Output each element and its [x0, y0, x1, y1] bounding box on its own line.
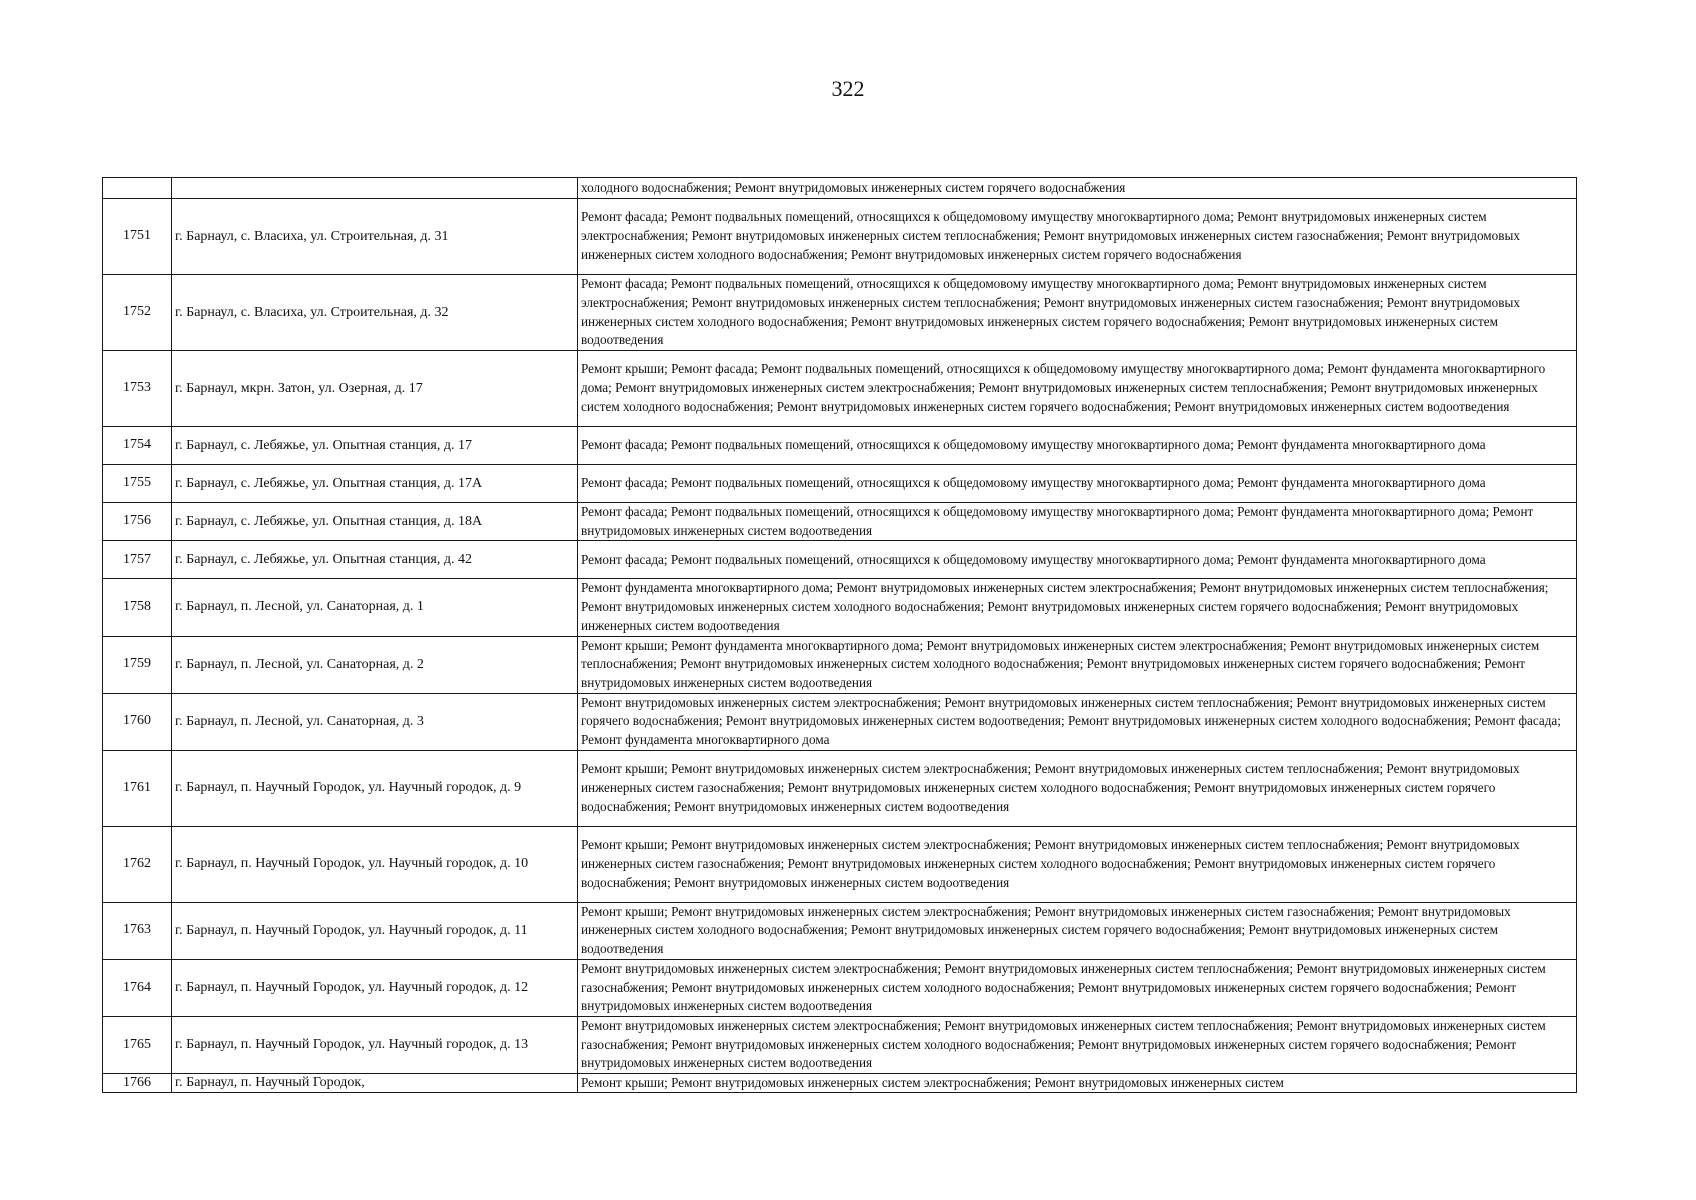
works-cell: Ремонт крыши; Ремонт внутридомовых инженерных систем электроснабжения; Ремонт внутридомовых инженерных систем газоснабжения; Ремонт внутридомовых инженерных систем холодного водоснабжения; Ремонт внутридомовых инженерных систем горячего водоснабжения; Ремонт внутридомовых инженерных систем водоотведения: [578, 902, 1577, 959]
address-cell: г. Барнаул, с. Власиха, ул. Строительная, д. 32: [172, 275, 578, 351]
address-cell: г. Барнаул, п. Научный Городок,: [172, 1074, 578, 1093]
address-cell: г. Барнаул, с. Власиха, ул. Строительная, д. 31: [172, 199, 578, 275]
table-row: [103, 427, 1577, 465]
page-number: 322: [831, 76, 865, 101]
continuation-row: [103, 178, 1577, 199]
address-cell: г. Барнаул, п. Лесной, ул. Санаторная, д. 1: [172, 579, 578, 636]
table-row: [103, 541, 1577, 579]
address-cell: г. Барнаул, п. Научный Городок, ул. Научный городок, д. 12: [172, 959, 578, 1016]
works-cell: Ремонт фасада; Ремонт подвальных помещений, относящихся к общедомовому имуществу многоквартирного дома; Ремонт фундамента многоквартирного дома: [578, 541, 1577, 579]
works-cell: Ремонт крыши; Ремонт внутридомовых инженерных систем электроснабжения; Ремонт внутридомовых инженерных систем: [578, 1074, 1577, 1093]
row-number-cell: 1756: [103, 503, 172, 541]
address-cell: г. Барнаул, п. Лесной, ул. Санаторная, д. 3: [172, 693, 578, 750]
table-row: [103, 636, 1577, 693]
row-number-cell: 1751: [103, 199, 172, 275]
address-cell: г. Барнаул, с. Лебяжье, ул. Опытная станция, д. 17А: [172, 465, 578, 503]
works-cell: холодного водоснабжения; Ремонт внутридомовых инженерных систем горячего водоснабжения: [578, 178, 1577, 199]
row-number-cell: 1761: [103, 750, 172, 826]
address-cell: [172, 178, 578, 199]
table-row: [103, 826, 1577, 902]
works-cell: Ремонт внутридомовых инженерных систем электроснабжения; Ремонт внутридомовых инженерных систем теплоснабжения; Ремонт внутридомовых инженерных систем горячего водоснабжения; Ремонт внутридомовых инженерных систем водоотведения; Ремонт внутридомовых инженерных систем холодного водоснабжения; Ремонт фасада; Ремонт фундамента многоквартирного дома: [578, 693, 1577, 750]
address-cell: г. Барнаул, п. Научный Городок, ул. Научный городок, д. 13: [172, 1016, 578, 1073]
table-row-partial: [103, 1074, 1577, 1093]
row-number-cell: 1762: [103, 826, 172, 902]
works-cell: Ремонт крыши; Ремонт внутридомовых инженерных систем электроснабжения; Ремонт внутридомовых инженерных систем теплоснабжения; Ремонт внутридомовых инженерных систем газоснабжения; Ремонт внутридомовых инженерных систем холодного водоснабжения; Ремонт внутридомовых инженерных систем горячего водоснабжения; Ремонт внутридомовых инженерных систем водоотведения: [578, 750, 1577, 826]
table-row: [103, 902, 1577, 959]
row-number-cell: [103, 178, 172, 199]
table-body: [103, 178, 1577, 1093]
row-number-cell: 1765: [103, 1016, 172, 1073]
row-number-cell: 1766: [103, 1074, 172, 1093]
works-cell: Ремонт фасада; Ремонт подвальных помещений, относящихся к общедомовому имуществу многоквартирного дома; Ремонт фундамента многоквартирного дома: [578, 427, 1577, 465]
address-cell: г. Барнаул, п. Лесной, ул. Санаторная, д. 2: [172, 636, 578, 693]
row-number-cell: 1754: [103, 427, 172, 465]
row-number-cell: 1757: [103, 541, 172, 579]
table-row: [103, 1016, 1577, 1073]
row-number-cell: 1760: [103, 693, 172, 750]
address-cell: г. Барнаул, мкрн. Затон, ул. Озерная, д. 17: [172, 351, 578, 427]
table-row: [103, 199, 1577, 275]
table-row: [103, 503, 1577, 541]
table-row: [103, 959, 1577, 1016]
address-cell: г. Барнаул, с. Лебяжье, ул. Опытная станция, д. 18А: [172, 503, 578, 541]
row-number-cell: 1759: [103, 636, 172, 693]
table-row: [103, 275, 1577, 351]
row-number-cell: 1764: [103, 959, 172, 1016]
row-number-cell: 1755: [103, 465, 172, 503]
address-cell: г. Барнаул, п. Научный Городок, ул. Научный городок, д. 11: [172, 902, 578, 959]
row-number-cell: 1763: [103, 902, 172, 959]
works-cell: Ремонт крыши; Ремонт фундамента многоквартирного дома; Ремонт внутридомовых инженерных систем электроснабжения; Ремонт внутридомовых инженерных систем теплоснабжения; Ремонт внутридомовых инженерных систем холодного водоснабжения; Ремонт внутридомовых инженерных систем горячего водоснабжения; Ремонт внутридомовых инженерных систем водоотведения: [578, 636, 1577, 693]
address-cell: г. Барнаул, с. Лебяжье, ул. Опытная станция, д. 17: [172, 427, 578, 465]
table-row: [103, 750, 1577, 826]
works-cell: Ремонт крыши; Ремонт внутридомовых инженерных систем электроснабжения; Ремонт внутридомовых инженерных систем теплоснабжения; Ремонт внутридомовых инженерных систем газоснабжения; Ремонт внутридомовых инженерных систем холодного водоснабжения; Ремонт внутридомовых инженерных систем горячего водоснабжения; Ремонт внутридомовых инженерных систем водоотведения: [578, 826, 1577, 902]
works-cell: Ремонт фасада; Ремонт подвальных помещений, относящихся к общедомовому имуществу многоквартирного дома; Ремонт внутридомовых инженерных систем электроснабжения; Ремонт внутридомовых инженерных систем теплоснабжения; Ремонт внутридомовых инженерных систем газоснабжения; Ремонт внутридомовых инженерных систем холодного водоснабжения; Ремонт внутридомовых инженерных систем горячего водоснабжения; Ремонт внутридомовых инженерных систем водоотведения: [578, 275, 1577, 351]
row-number-cell: 1758: [103, 579, 172, 636]
works-cell: Ремонт внутридомовых инженерных систем электроснабжения; Ремонт внутридомовых инженерных систем теплоснабжения; Ремонт внутридомовых инженерных систем газоснабжения; Ремонт внутридомовых инженерных систем холодного водоснабжения; Ремонт внутридомовых инженерных систем горячего водоснабжения; Ремонт внутридомовых инженерных систем водоотведения: [578, 1016, 1577, 1073]
row-number-cell: 1752: [103, 275, 172, 351]
address-cell: г. Барнаул, с. Лебяжье, ул. Опытная станция, д. 42: [172, 541, 578, 579]
table-row: [103, 693, 1577, 750]
works-cell: Ремонт внутридомовых инженерных систем электроснабжения; Ремонт внутридомовых инженерных систем теплоснабжения; Ремонт внутридомовых инженерных систем газоснабжения; Ремонт внутридомовых инженерных систем холодного водоснабжения; Ремонт внутридомовых инженерных систем горячего водоснабжения; Ремонт внутридомовых инженерных систем водоотведения: [578, 959, 1577, 1016]
row-number-cell: 1753: [103, 351, 172, 427]
table-row: [103, 465, 1577, 503]
works-cell: Ремонт фасада; Ремонт подвальных помещений, относящихся к общедомовому имуществу многоквартирного дома; Ремонт внутридомовых инженерных систем электроснабжения; Ремонт внутридомовых инженерных систем теплоснабжения; Ремонт внутридомовых инженерных систем газоснабжения; Ремонт внутридомовых инженерных систем холодного водоснабжения; Ремонт внутридомовых инженерных систем горячего водоснабжения: [578, 199, 1577, 275]
works-cell: Ремонт фасада; Ремонт подвальных помещений, относящихся к общедомовому имуществу многоквартирного дома; Ремонт фундамента многоквартирного дома: [578, 465, 1577, 503]
table-row: [103, 579, 1577, 636]
works-cell: Ремонт фундамента многоквартирного дома; Ремонт внутридомовых инженерных систем электроснабжения; Ремонт внутридомовых инженерных систем теплоснабжения; Ремонт внутридомовых инженерных систем холодного водоснабжения; Ремонт внутридомовых инженерных систем горячего водоснабжения; Ремонт внутридомовых инженерных систем водоотведения: [578, 579, 1577, 636]
address-cell: г. Барнаул, п. Научный Городок, ул. Научный городок, д. 10: [172, 826, 578, 902]
repair-works-table: [102, 177, 1577, 1093]
works-cell: Ремонт крыши; Ремонт фасада; Ремонт подвальных помещений, относящихся к общедомовому имуществу многоквартирного дома; Ремонт фундамента многоквартирного дома; Ремонт внутридомовых инженерных систем электроснабжения; Ремонт внутридомовых инженерных систем теплоснабжения; Ремонт внутридомовых инженерных систем холодного водоснабжения; Ремонт внутридомовых инженерных систем горячего водоснабжения; Ремонт внутридомовых инженерных систем водоотведения: [578, 351, 1577, 427]
works-cell: Ремонт фасада; Ремонт подвальных помещений, относящихся к общедомовому имуществу многоквартирного дома; Ремонт фундамента многоквартирного дома; Ремонт внутридомовых инженерных систем водоотведения: [578, 503, 1577, 541]
address-cell: г. Барнаул, п. Научный Городок, ул. Научный городок, д. 9: [172, 750, 578, 826]
table-row: [103, 351, 1577, 427]
